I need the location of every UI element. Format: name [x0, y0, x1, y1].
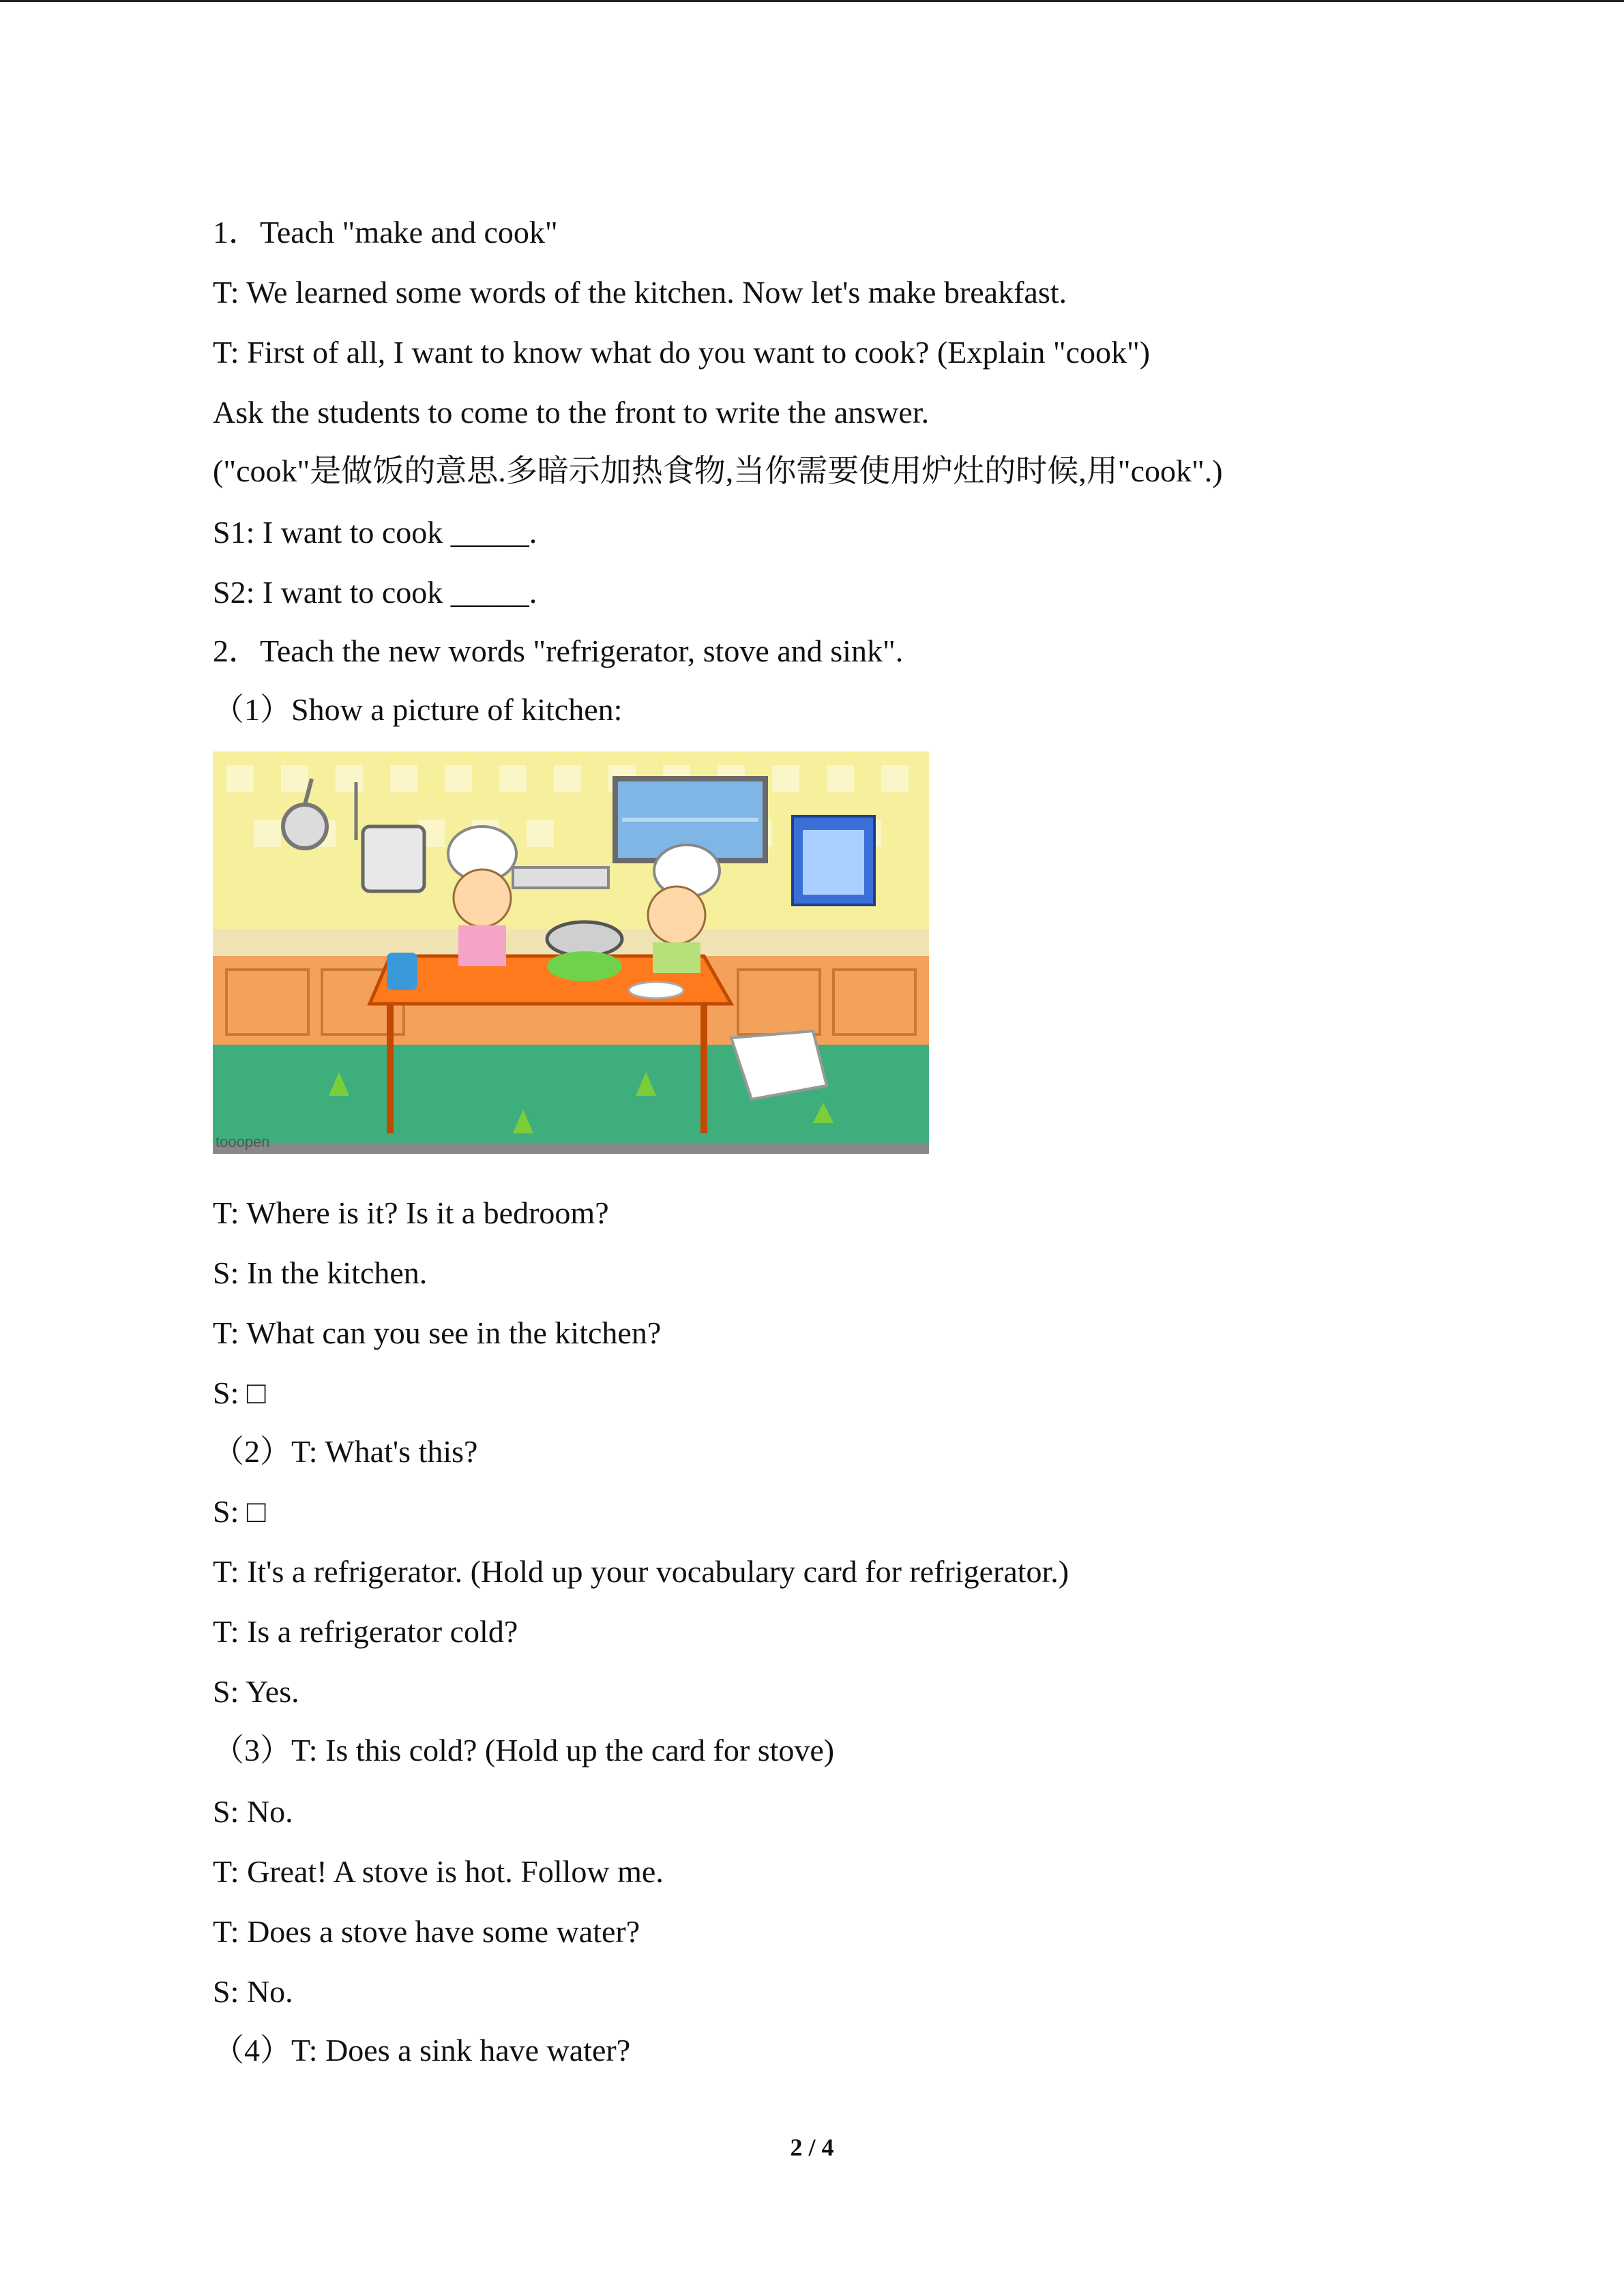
text-line: S2: I want to cook _____.: [213, 575, 537, 610]
text-line: S: No.: [213, 1794, 293, 1829]
image-watermark: tooopen: [216, 1133, 270, 1150]
text-line: Ask the students to come to the front to write the answer.: [213, 395, 930, 430]
girl-chef: [448, 826, 516, 966]
text-line: （3）T: Is this cold? (Hold up the card for stove): [213, 1733, 835, 1768]
cooking-pot: [363, 826, 424, 891]
section-heading-2: 2．Teach the new words "refrigerator, stove and sink".: [213, 633, 904, 668]
text-line: T: Does a stove have some water?: [213, 1914, 640, 1949]
page-number: 2 / 4: [790, 2134, 834, 2161]
text-line: T: Where is it? Is it a bedroom?: [213, 1195, 609, 1230]
plate: [629, 982, 683, 998]
text-line: T: Is a refrigerator cold?: [213, 1614, 518, 1649]
text-line: S: No.: [213, 1974, 293, 2009]
text-line: （2）T: What's this?: [213, 1434, 478, 1469]
text-line: T: We learned some words of the kitchen. Now let's make breakfast.: [213, 275, 1067, 310]
text-line: S: In the kitchen.: [213, 1255, 428, 1290]
kettle: [547, 951, 622, 981]
frying-pan: [547, 922, 622, 956]
kitchen-illustration: [213, 751, 929, 1154]
text-line: T: It's a refrigerator. (Hold up your vocabulary card for refrigerator.): [213, 1554, 1069, 1589]
text-line: （4）T: Does a sink have water?: [213, 2033, 631, 2068]
chinese-note: ("cook"是做饭的意思.多暗示加热食物,当你需要使用炉灶的时候,用"cook".): [213, 453, 1223, 488]
jar: [387, 953, 417, 990]
image-bottom-band: [213, 1144, 929, 1154]
top-border-line: [0, 0, 1624, 2]
sink: [513, 867, 608, 888]
text-line: T: Great! A stove is hot. Follow me.: [213, 1854, 664, 1889]
hanging-pan: [283, 805, 327, 848]
text-line: S: □: [213, 1494, 266, 1529]
kitchen-drawing: [213, 751, 929, 1154]
text-line: T: What can you see in the kitchen?: [213, 1315, 662, 1350]
text-line: T: First of all, I want to know what do you want to cook? (Explain "cook"): [213, 335, 1151, 370]
text-line: S1: I want to cook _____.: [213, 515, 537, 550]
text-line: （1）Show a picture of kitchen:: [213, 692, 623, 727]
text-line: S: □: [213, 1375, 266, 1410]
text-line: S: Yes.: [213, 1674, 299, 1709]
section-heading-1: 1．Teach "make and cook": [213, 215, 558, 250]
